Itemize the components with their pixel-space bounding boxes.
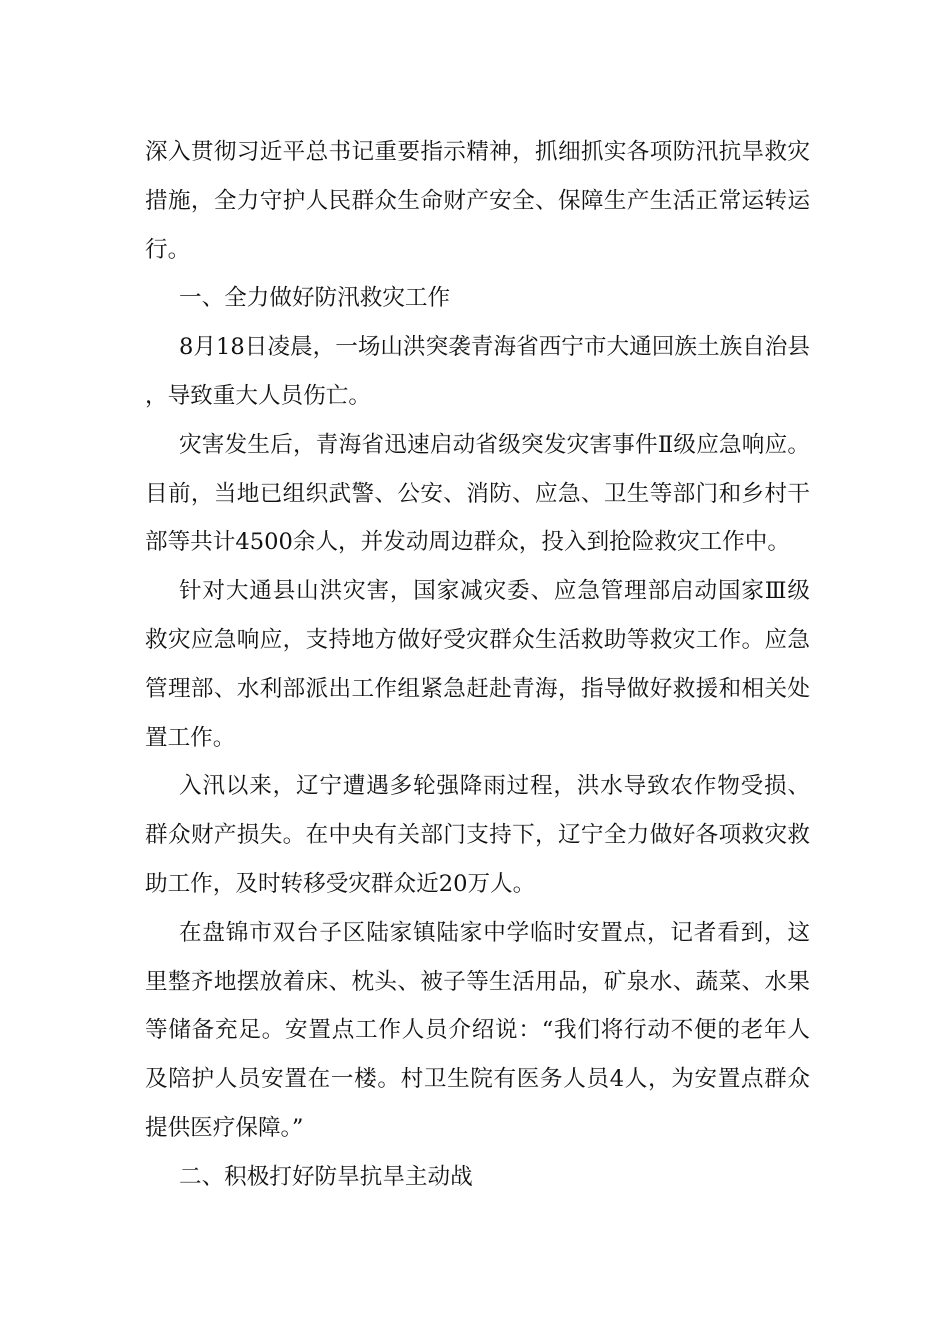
paragraph-panjin-shelter: 在盘锦市双台子区陆家镇陆家中学临时安置点，记者看到，这里整齐地摆放着床、枕头、被子等生活用品，矿泉水、蔬菜、水果等储备充足。安置点工作人员介绍说：“我们将行动不便的老年人及陪护人员安置在一楼。村卫生院有医务人员4人，为安置点群众提供医疗保障。” [145, 919, 810, 1141]
paragraph-liaoning-rain: 入汛以来，辽宁遭遇多轮强降雨过程，洪水导致农作物受损、群众财产损失。在中央有关部门支持下，辽宁全力做好各项救灾救助工作，及时转移受灾群众近20万人。 [145, 773, 810, 897]
section-heading-flood-relief: 一、全力做好防汛救灾工作 [179, 285, 451, 312]
paragraph-continuation: 深入贯彻习近平总书记重要指示精神，抓细抓实各项防汛抗旱救灾措施，全力守护人民群众生命财产安全、保障生产生活正常运转运行。 [145, 139, 810, 263]
document-body [145, 128, 810, 1202]
paragraph-qinghai-response: 灾害发生后，青海省迅速启动省级突发灾害事件Ⅱ级应急响应。目前，当地已组织武警、公安、消防、应急、卫生等部门和乡村干部等共计4500余人，并发动周边群众，投入到抢险救灾工作中。 [145, 431, 810, 556]
section-heading-drought-relief: 二、积极打好防旱抗旱主动战 [179, 1163, 473, 1190]
paragraph-datong-flood: 8月18日凌晨，一场山洪突袭青海省西宁市大通回族土族自治县，导致重大人员伤亡。 [145, 334, 810, 409]
paragraph-national-response: 针对大通县山洪灾害，国家减灾委、应急管理部启动国家Ⅲ级救灾应急响应，支持地方做好受灾群众生活救助等救灾工作。应急管理部、水利部派出工作组紧急赶赴青海，指导做好救援和相关处置工作。 [145, 578, 810, 751]
